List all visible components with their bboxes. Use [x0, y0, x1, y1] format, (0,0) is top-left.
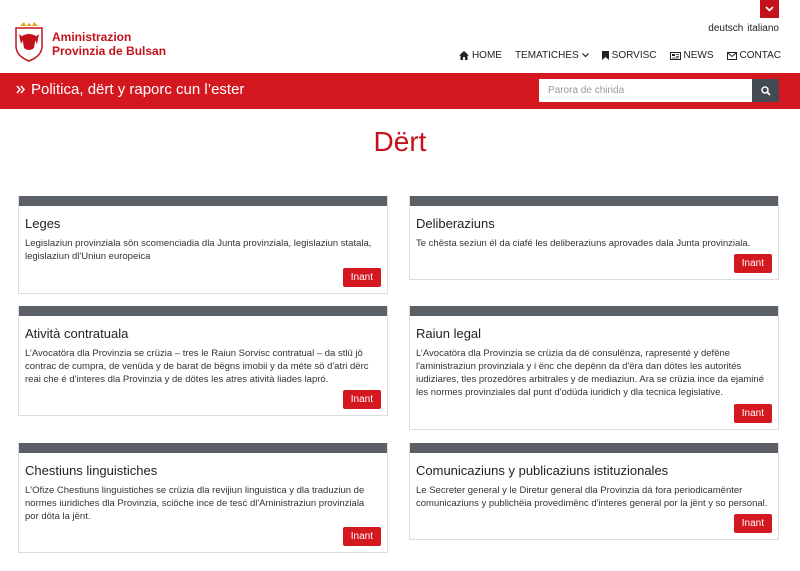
brand-line-1: Aministrazion — [52, 30, 132, 44]
nav-contac[interactable] — [727, 50, 781, 61]
language-links — [708, 23, 779, 34]
card-comunicaziuns — [409, 443, 779, 540]
envelope-icon — [727, 52, 737, 60]
nav-sorvisc[interactable] — [602, 50, 657, 61]
card-header-bar — [410, 306, 778, 316]
nav-news-label: NEWS — [683, 50, 714, 61]
inant-button[interactable]: Inant — [734, 404, 772, 423]
card-header-bar — [410, 196, 778, 206]
nav-sorvisc-label: SORVISC — [611, 50, 657, 61]
card-text: L’Avocatöra dla Provinzia se crüzia – tres le Raiun Sorvisc contratual – da stlü jö contrac de cumpra, de venüda y de barat de bëgns imobii y da méte sö d'atri dërc reai che é d'interes dla Provinzia y de dötes les atres atività liades lapró. — [25, 348, 369, 385]
card-chestiuns-linguistiches — [18, 443, 388, 553]
card-header-bar — [19, 196, 387, 206]
card-text: Te chësta seziun él da ciafé les deliberaziuns aprovades dala Junta provinziala. — [416, 238, 751, 249]
nav-contac-label: CONTAC — [739, 50, 781, 61]
brand-line-2: Provinzia de Bulsan — [52, 44, 167, 58]
inant-button[interactable]: Inant — [343, 527, 381, 546]
card-title: Atività contratuala — [25, 326, 129, 341]
home-icon — [459, 51, 469, 60]
nav-tematiches-label: TEMATICHES — [514, 50, 579, 61]
card-header-bar — [19, 306, 387, 316]
chevron-down-icon — [765, 6, 774, 12]
card-text: Le Secreter general y le Diretur general dla Provinzia dá fora periodicamënter comunicaziuns y publichëia provedimënc d'interes general por la jënt y so personal. — [416, 485, 768, 509]
nav-news[interactable] — [670, 50, 714, 61]
card-atività-contratuala — [18, 306, 388, 416]
language-link-italiano[interactable]: italiano — [747, 23, 779, 34]
card-header-bar — [410, 443, 778, 453]
card-deliberaziuns — [409, 196, 779, 280]
section-title-text: Politica, dërt y raporc cun l’ester — [31, 81, 245, 98]
chevron-down-icon — [582, 53, 589, 58]
language-toggle-button[interactable] — [760, 0, 779, 18]
inant-button[interactable]: Inant — [343, 268, 381, 287]
card-title: Raiun legal — [416, 326, 482, 341]
bookmark-icon — [602, 51, 609, 60]
card-title: Chestiuns linguistiches — [25, 463, 158, 478]
search-icon — [761, 86, 771, 96]
language-link-deutsch[interactable]: deutsch — [708, 23, 744, 34]
card-title: Comunicaziuns y publicaziuns istituzionales — [416, 463, 669, 478]
top-navigation — [459, 50, 781, 61]
inant-button[interactable]: Inant — [343, 390, 381, 409]
card-text: Legislaziun provinziala sön scomenciadia dla Junta provinziala, legislaziun statala, legislaziun dl'Uniun europeica — [25, 238, 372, 262]
card-raiun-legal — [409, 306, 779, 430]
inant-button[interactable]: Inant — [734, 514, 772, 533]
double-chevron-right-icon — [16, 85, 25, 94]
section-bar — [0, 73, 800, 109]
coat-of-arms-logo[interactable] — [12, 22, 46, 62]
section-title[interactable] — [16, 81, 244, 98]
card-text: L'Ofize Chestiuns linguistiches se crüzia dla revijiun linguistica y dla traduziun de normes iuridiches dla Provinzia, sciöche ince de tesć dl'Aministraziun provinziala por döta la jënt. — [25, 485, 365, 522]
inant-button[interactable]: Inant — [734, 254, 772, 273]
card-header-bar — [19, 443, 387, 453]
search-input[interactable] — [539, 79, 752, 102]
newspaper-icon — [670, 52, 681, 60]
nav-home-label: HOME — [471, 50, 502, 61]
card-title: Leges — [25, 216, 61, 231]
card-leges — [18, 196, 388, 294]
brand-name[interactable] — [52, 30, 166, 58]
card-title: Deliberaziuns — [416, 216, 495, 231]
nav-tematiches[interactable] — [515, 50, 589, 61]
nav-home[interactable] — [459, 50, 502, 61]
card-text: L’Avocatöra dla Provinzia se crüzia da dé consulënza, rapresenté y defëne l'aministraziun provinziala y i ënc che depënn da d'ëra dan dötes les autorités iudiziares, tles prozedöres arbitrales y de mediaziun. Ara se crüzia ince da ejaminé les normes provinziales dal punt d'odüda iuridich y dla tecnica legislative. — [416, 348, 764, 398]
search-button[interactable] — [752, 79, 779, 102]
page-title: Dërt — [373, 126, 427, 157]
